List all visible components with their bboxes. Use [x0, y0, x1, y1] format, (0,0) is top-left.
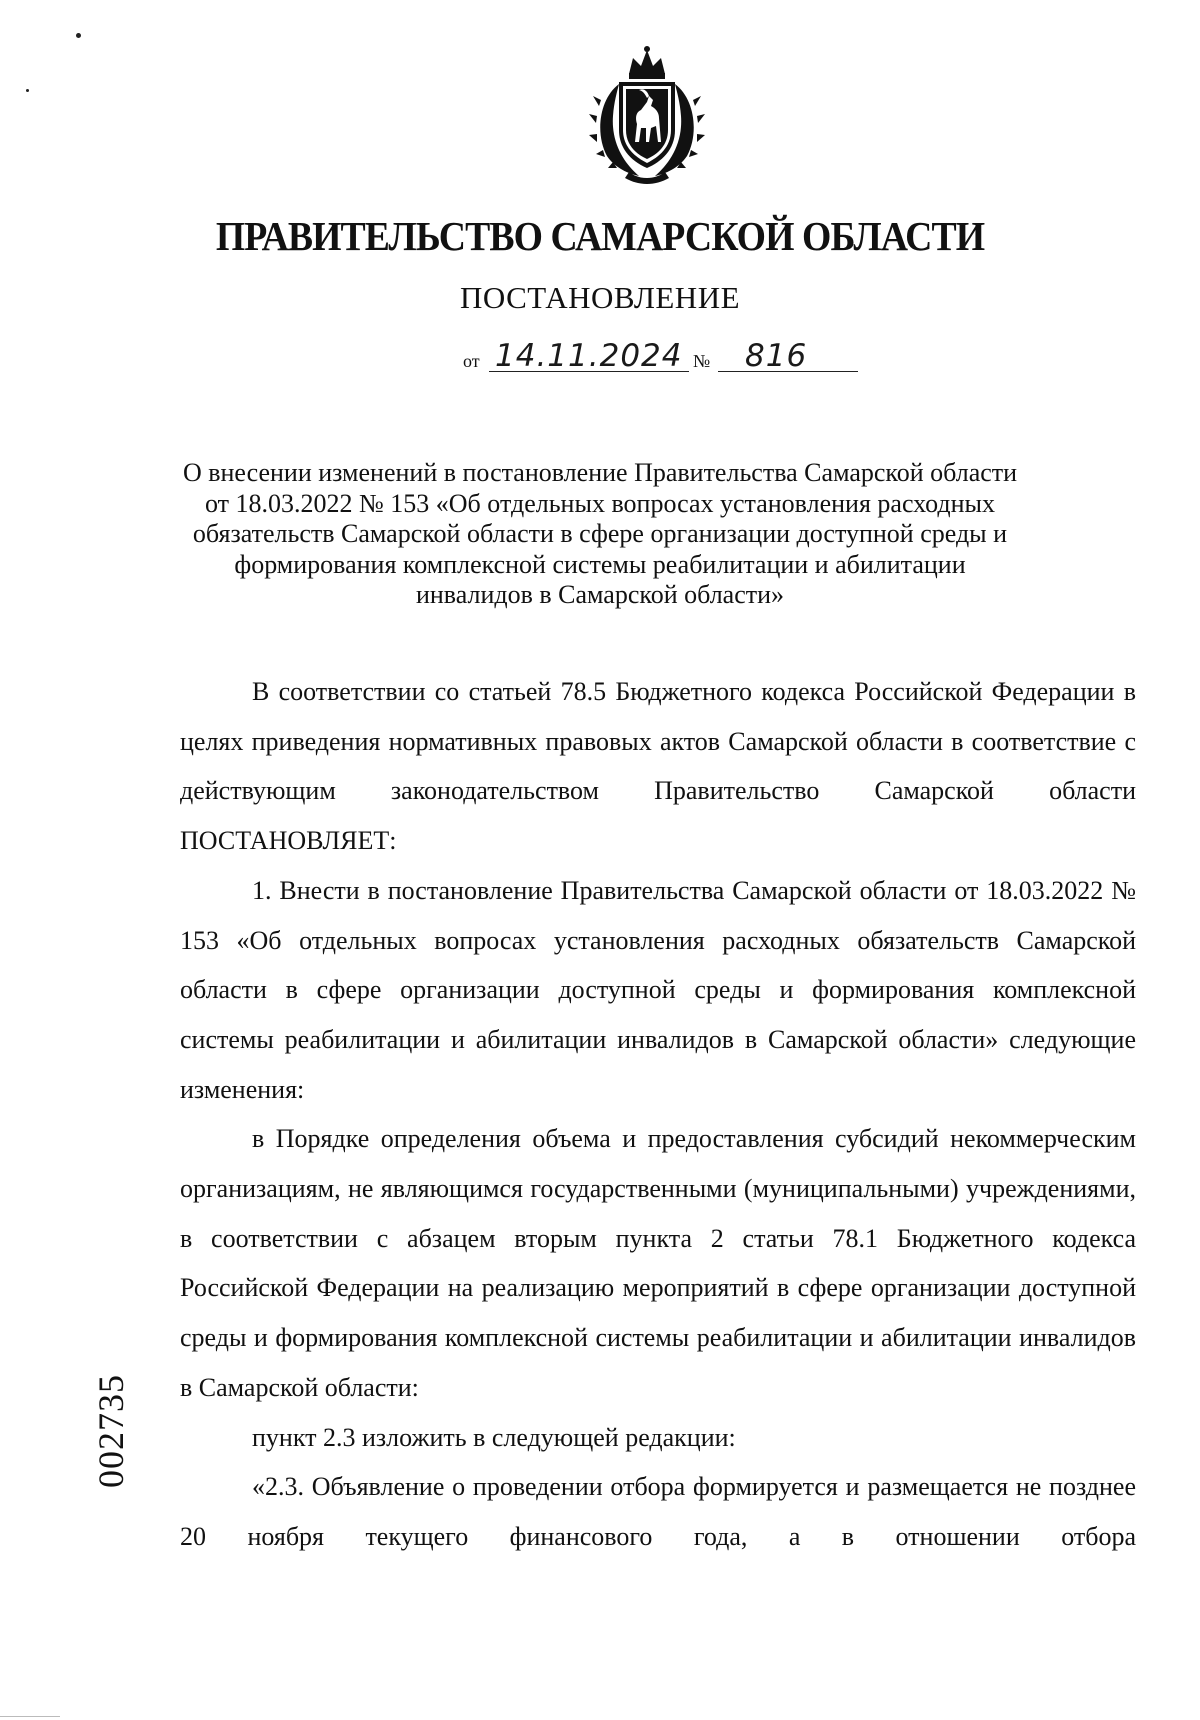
- samara-coat-of-arms-icon: [589, 44, 705, 184]
- body-paragraph: В соответствии со статьей 78.5 Бюджетного кодекса Российской Федерации в целях приведения нормативных правовых актов Самарской области в соответствие с действующим законодательством Правительство Самарской области ПОСТАНОВЛЯЕТ:: [180, 677, 1136, 856]
- date-prefix: от: [463, 351, 480, 371]
- government-title: ПРАВИТЕЛЬСТВО САМАРСКОЙ ОБЛАСТИ: [215, 213, 985, 259]
- document-body: [180, 667, 1136, 1562]
- side-registration-number: 002735: [91, 1374, 131, 1488]
- document-type: ПОСТАНОВЛЕНИЕ: [459, 280, 741, 315]
- scan-speck: [76, 33, 81, 38]
- date-value: 14.11.2024: [495, 338, 683, 374]
- number-prefix: №: [693, 351, 711, 371]
- date-number-line: [463, 338, 863, 378]
- number-value: 816: [745, 338, 808, 374]
- body-paragraph: в Порядке определения объема и предоставления субсидий некоммерческим организациям, не являющимся государственными (муниципальными) учреждениями, в соответствии с абзацем вторым пункта 2 статьи 78.1 Бюджетного кодекса Российской Федерации на реализацию мероприятий в сфере организации доступной среды и формирования комплексной системы реабилитации и абилитации инвалидов в Самарской области:: [180, 1124, 1136, 1402]
- scan-speck: [26, 89, 29, 92]
- document-subject: О внесении изменений в постановление Правительства Самарской области от 18.03.2022 № 153 «Об отдельных вопросах установления расходных обязательств Самарской области в сфере организации доступной среды и формирования комплексной системы реабилитации и абилитации инвалидов в Самарской области»: [182, 458, 1018, 609]
- body-paragraph: «2.3. Объявление о проведении отбора формируется и размещается не позднее 20 ноября текущего финансового года, а в отношении отбора: [180, 1472, 1136, 1551]
- scan-edge-line: [0, 1716, 60, 1717]
- body-paragraph: 1. Внести в постановление Правительства Самарской области от 18.03.2022 № 153 «Об отдельных вопросах установления расходных обязательств Самарской области в сфере организации доступной среды и формирования комплексной системы реабилитации и абилитации инвалидов в Самарской области» следующие изменения:: [180, 875, 1136, 1104]
- body-paragraph: пункт 2.3 изложить в следующей редакции:: [252, 1422, 736, 1452]
